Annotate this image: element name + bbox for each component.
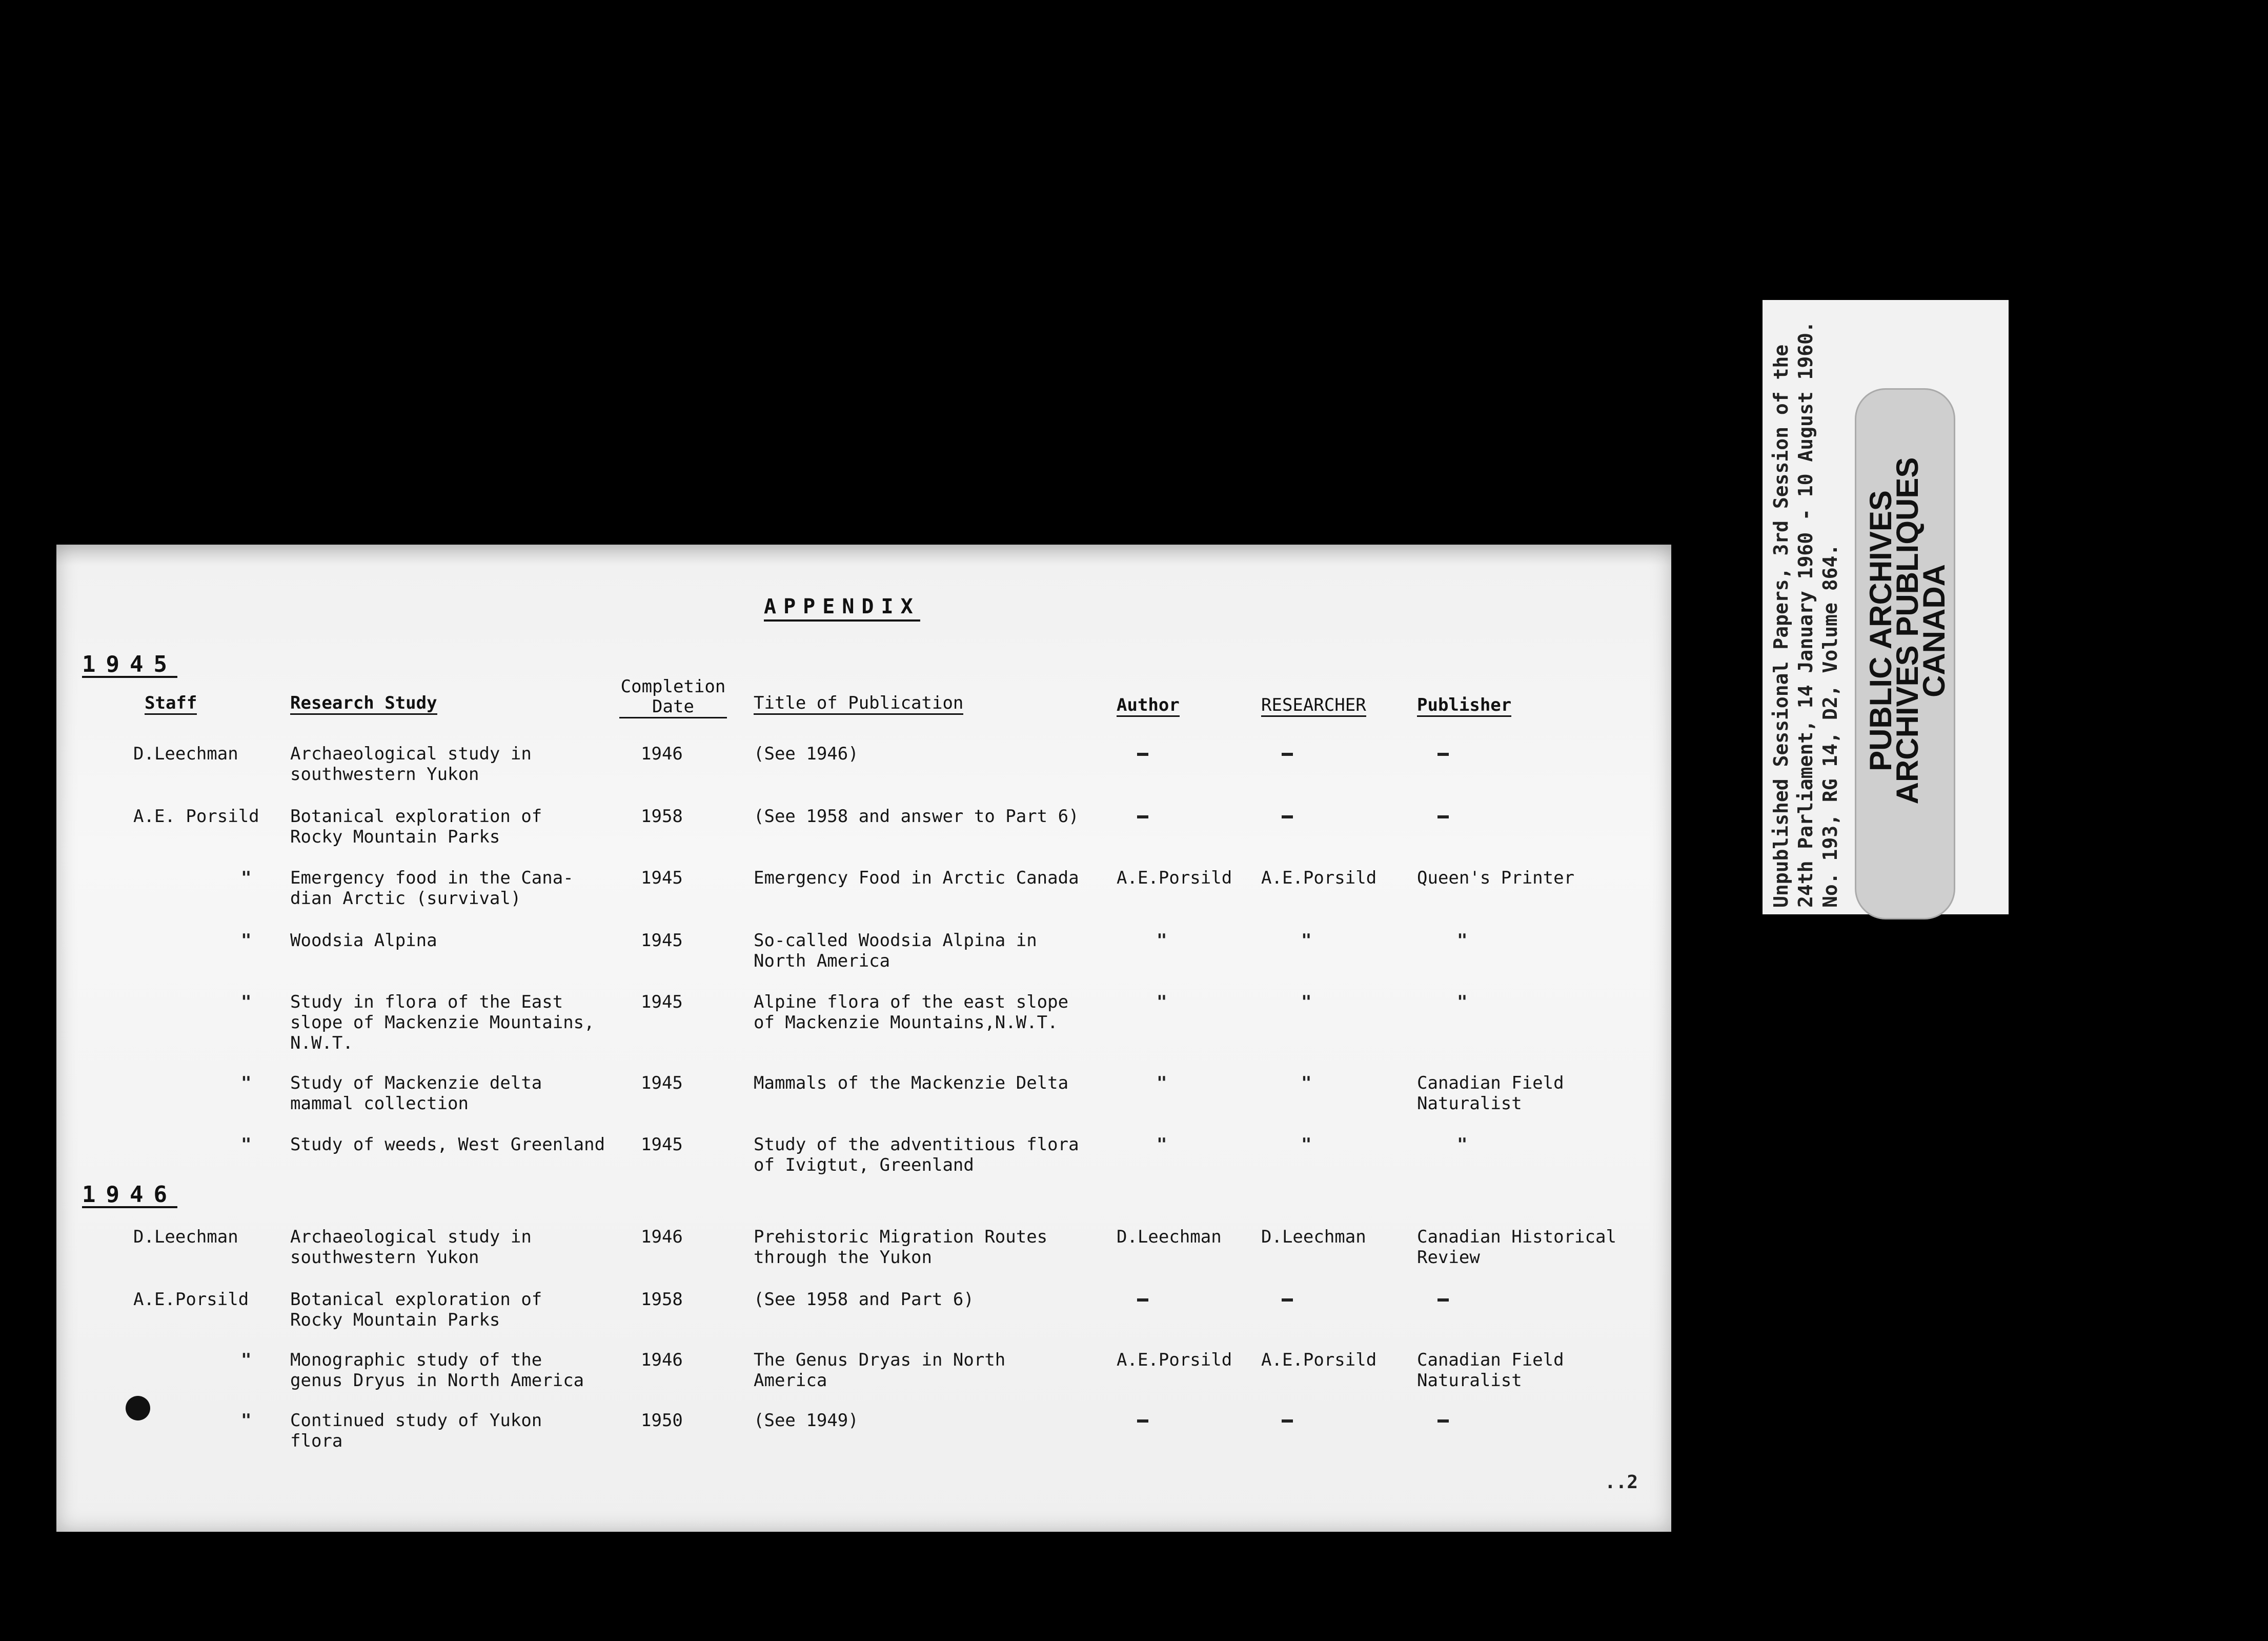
cell-title-of-publication: (See 1946) (754, 744, 859, 764)
cell-research-study: Monographic study of the genus Dryus in North America (290, 1350, 584, 1391)
cell-author: " (1157, 992, 1167, 1012)
cell-completion-date: 1958 (641, 806, 683, 827)
cell-author: " (1157, 1073, 1167, 1093)
cell-author: A.E.Porsild (1117, 1350, 1232, 1370)
cell-researcher (1282, 753, 1293, 756)
cell-staff: " (241, 868, 252, 888)
cell-staff: " (241, 1134, 252, 1155)
cell-research-study: Continued study of Yukon flora (290, 1410, 542, 1451)
cell-publisher (1437, 1419, 1449, 1423)
cell-title-of-publication: Prehistoric Migration Routes through the Yukon (754, 1227, 1048, 1268)
cell-staff: D.Leechman (133, 744, 238, 764)
cell-author (1137, 1298, 1148, 1302)
cell-publisher: Canadian Field Naturalist (1417, 1073, 1564, 1114)
cell-researcher: " (1301, 930, 1312, 951)
header-title-of-publication: Title of Publication (754, 693, 963, 715)
cell-title-of-publication: (See 1958 and answer to Part 6) (754, 806, 1079, 827)
cell-research-study: Study in flora of the East slope of Mackenzie Mountains, N.W.T. (290, 992, 595, 1053)
cell-title-of-publication: (See 1958 and Part 6) (754, 1289, 974, 1310)
cell-author (1137, 753, 1148, 756)
cell-title-of-publication: Alpine flora of the east slope of Mackenzie Mountains,N.W.T. (754, 992, 1069, 1033)
cell-researcher (1282, 1298, 1293, 1302)
cell-researcher: A.E.Porsild (1261, 1350, 1377, 1370)
cell-research-study: Botanical exploration of Rocky Mountain Parks (290, 806, 542, 847)
section-year: 1945 (82, 651, 177, 677)
cell-research-study: Woodsia Alpina (290, 930, 437, 951)
cell-completion-date: 1945 (641, 1073, 683, 1093)
header-research-study: Research Study (290, 693, 437, 715)
cell-title-of-publication: (See 1949) (754, 1410, 859, 1431)
cell-staff: " (241, 1350, 252, 1370)
document-page (56, 545, 1671, 1532)
cell-title-of-publication: Emergency Food in Arctic Canada (754, 868, 1079, 888)
cell-researcher (1282, 815, 1293, 818)
cell-author: D.Leechman (1117, 1227, 1222, 1247)
cell-research-study: Botanical exploration of Rocky Mountain Parks (290, 1289, 542, 1330)
cell-author: A.E.Porsild (1117, 868, 1232, 888)
header-researcher: RESEARCHER (1261, 695, 1366, 717)
cell-completion-date: 1945 (641, 930, 683, 951)
cell-completion-date: 1946 (641, 744, 683, 764)
cell-staff: A.E. Porsild (133, 806, 259, 827)
cell-completion-date: 1945 (641, 868, 683, 888)
archive-label (1763, 300, 2009, 914)
document-title: APPENDIX (764, 595, 920, 622)
header-staff: Staff (145, 693, 197, 715)
cell-researcher: " (1301, 1134, 1312, 1155)
cell-title-of-publication: So-called Woodsia Alpina in North America (754, 930, 1037, 971)
cell-completion-date: 1950 (641, 1410, 683, 1431)
cell-author (1137, 815, 1148, 818)
cell-author: " (1157, 930, 1167, 951)
cell-publisher: " (1457, 992, 1468, 1012)
cell-researcher: " (1301, 1073, 1312, 1093)
header-author: Author (1117, 695, 1180, 717)
cell-completion-date: 1946 (641, 1227, 683, 1247)
cell-publisher (1437, 815, 1449, 818)
cell-publisher: " (1457, 1134, 1468, 1155)
cell-staff: " (241, 992, 252, 1012)
cell-research-study: Archaeological study in southwestern Yukon (290, 744, 532, 785)
cell-author (1137, 1419, 1148, 1423)
punch-hole (126, 1396, 150, 1420)
cell-researcher: A.E.Porsild (1261, 868, 1377, 888)
cell-completion-date: 1945 (641, 1134, 683, 1155)
cell-researcher: " (1301, 992, 1312, 1012)
cell-publisher: Canadian Field Naturalist (1417, 1350, 1564, 1391)
cell-staff: A.E.Porsild (133, 1289, 249, 1310)
cell-title-of-publication: Study of the adventitious flora of Ivigtut, Greenland (754, 1134, 1079, 1175)
section-year: 1946 (82, 1182, 177, 1208)
cell-publisher (1437, 1298, 1449, 1302)
cell-completion-date: 1958 (641, 1289, 683, 1310)
archive-stamp-text: PUBLIC ARCHIVES ARCHIVES PUBLIQUES CANADA (1864, 457, 1951, 805)
header-publisher: Publisher (1417, 695, 1511, 717)
cell-staff: D.Leechman (133, 1227, 238, 1247)
cell-staff: " (241, 1073, 252, 1093)
cell-staff: " (241, 1410, 252, 1431)
cell-staff: " (241, 930, 252, 951)
cell-research-study: Study of Mackenzie delta mammal collection (290, 1073, 542, 1114)
page-number: ..2 (1605, 1472, 1638, 1493)
cell-completion-date: 1946 (641, 1350, 683, 1370)
cell-publisher: Canadian Historical Review (1417, 1227, 1616, 1268)
archive-stamp (1855, 388, 1955, 919)
cell-research-study: Emergency food in the Cana- dian Arctic (survival) (290, 868, 574, 909)
cell-publisher: " (1457, 930, 1468, 951)
cell-research-study: Archaeological study in southwestern Yukon (290, 1227, 532, 1268)
cell-publisher: Queen's Printer (1417, 868, 1575, 888)
cell-title-of-publication: The Genus Dryas in North America (754, 1350, 1006, 1391)
cell-author: " (1157, 1134, 1167, 1155)
cell-completion-date: 1945 (641, 992, 683, 1012)
cell-publisher (1437, 753, 1449, 756)
archive-citation: Unpublished Sessional Papers, 3rd Session of the 24th Parliament, 14 January 1960 - 10 August 1960. No. 193, RG 14, D2, Volume 864. (1770, 321, 1841, 908)
cell-researcher (1282, 1419, 1293, 1423)
cell-researcher: D.Leechman (1261, 1227, 1366, 1247)
cell-title-of-publication: Mammals of the Mackenzie Delta (754, 1073, 1069, 1093)
cell-research-study: Study of weeds, West Greenland (290, 1134, 605, 1155)
header-completion-date: Completion Date (619, 677, 727, 718)
